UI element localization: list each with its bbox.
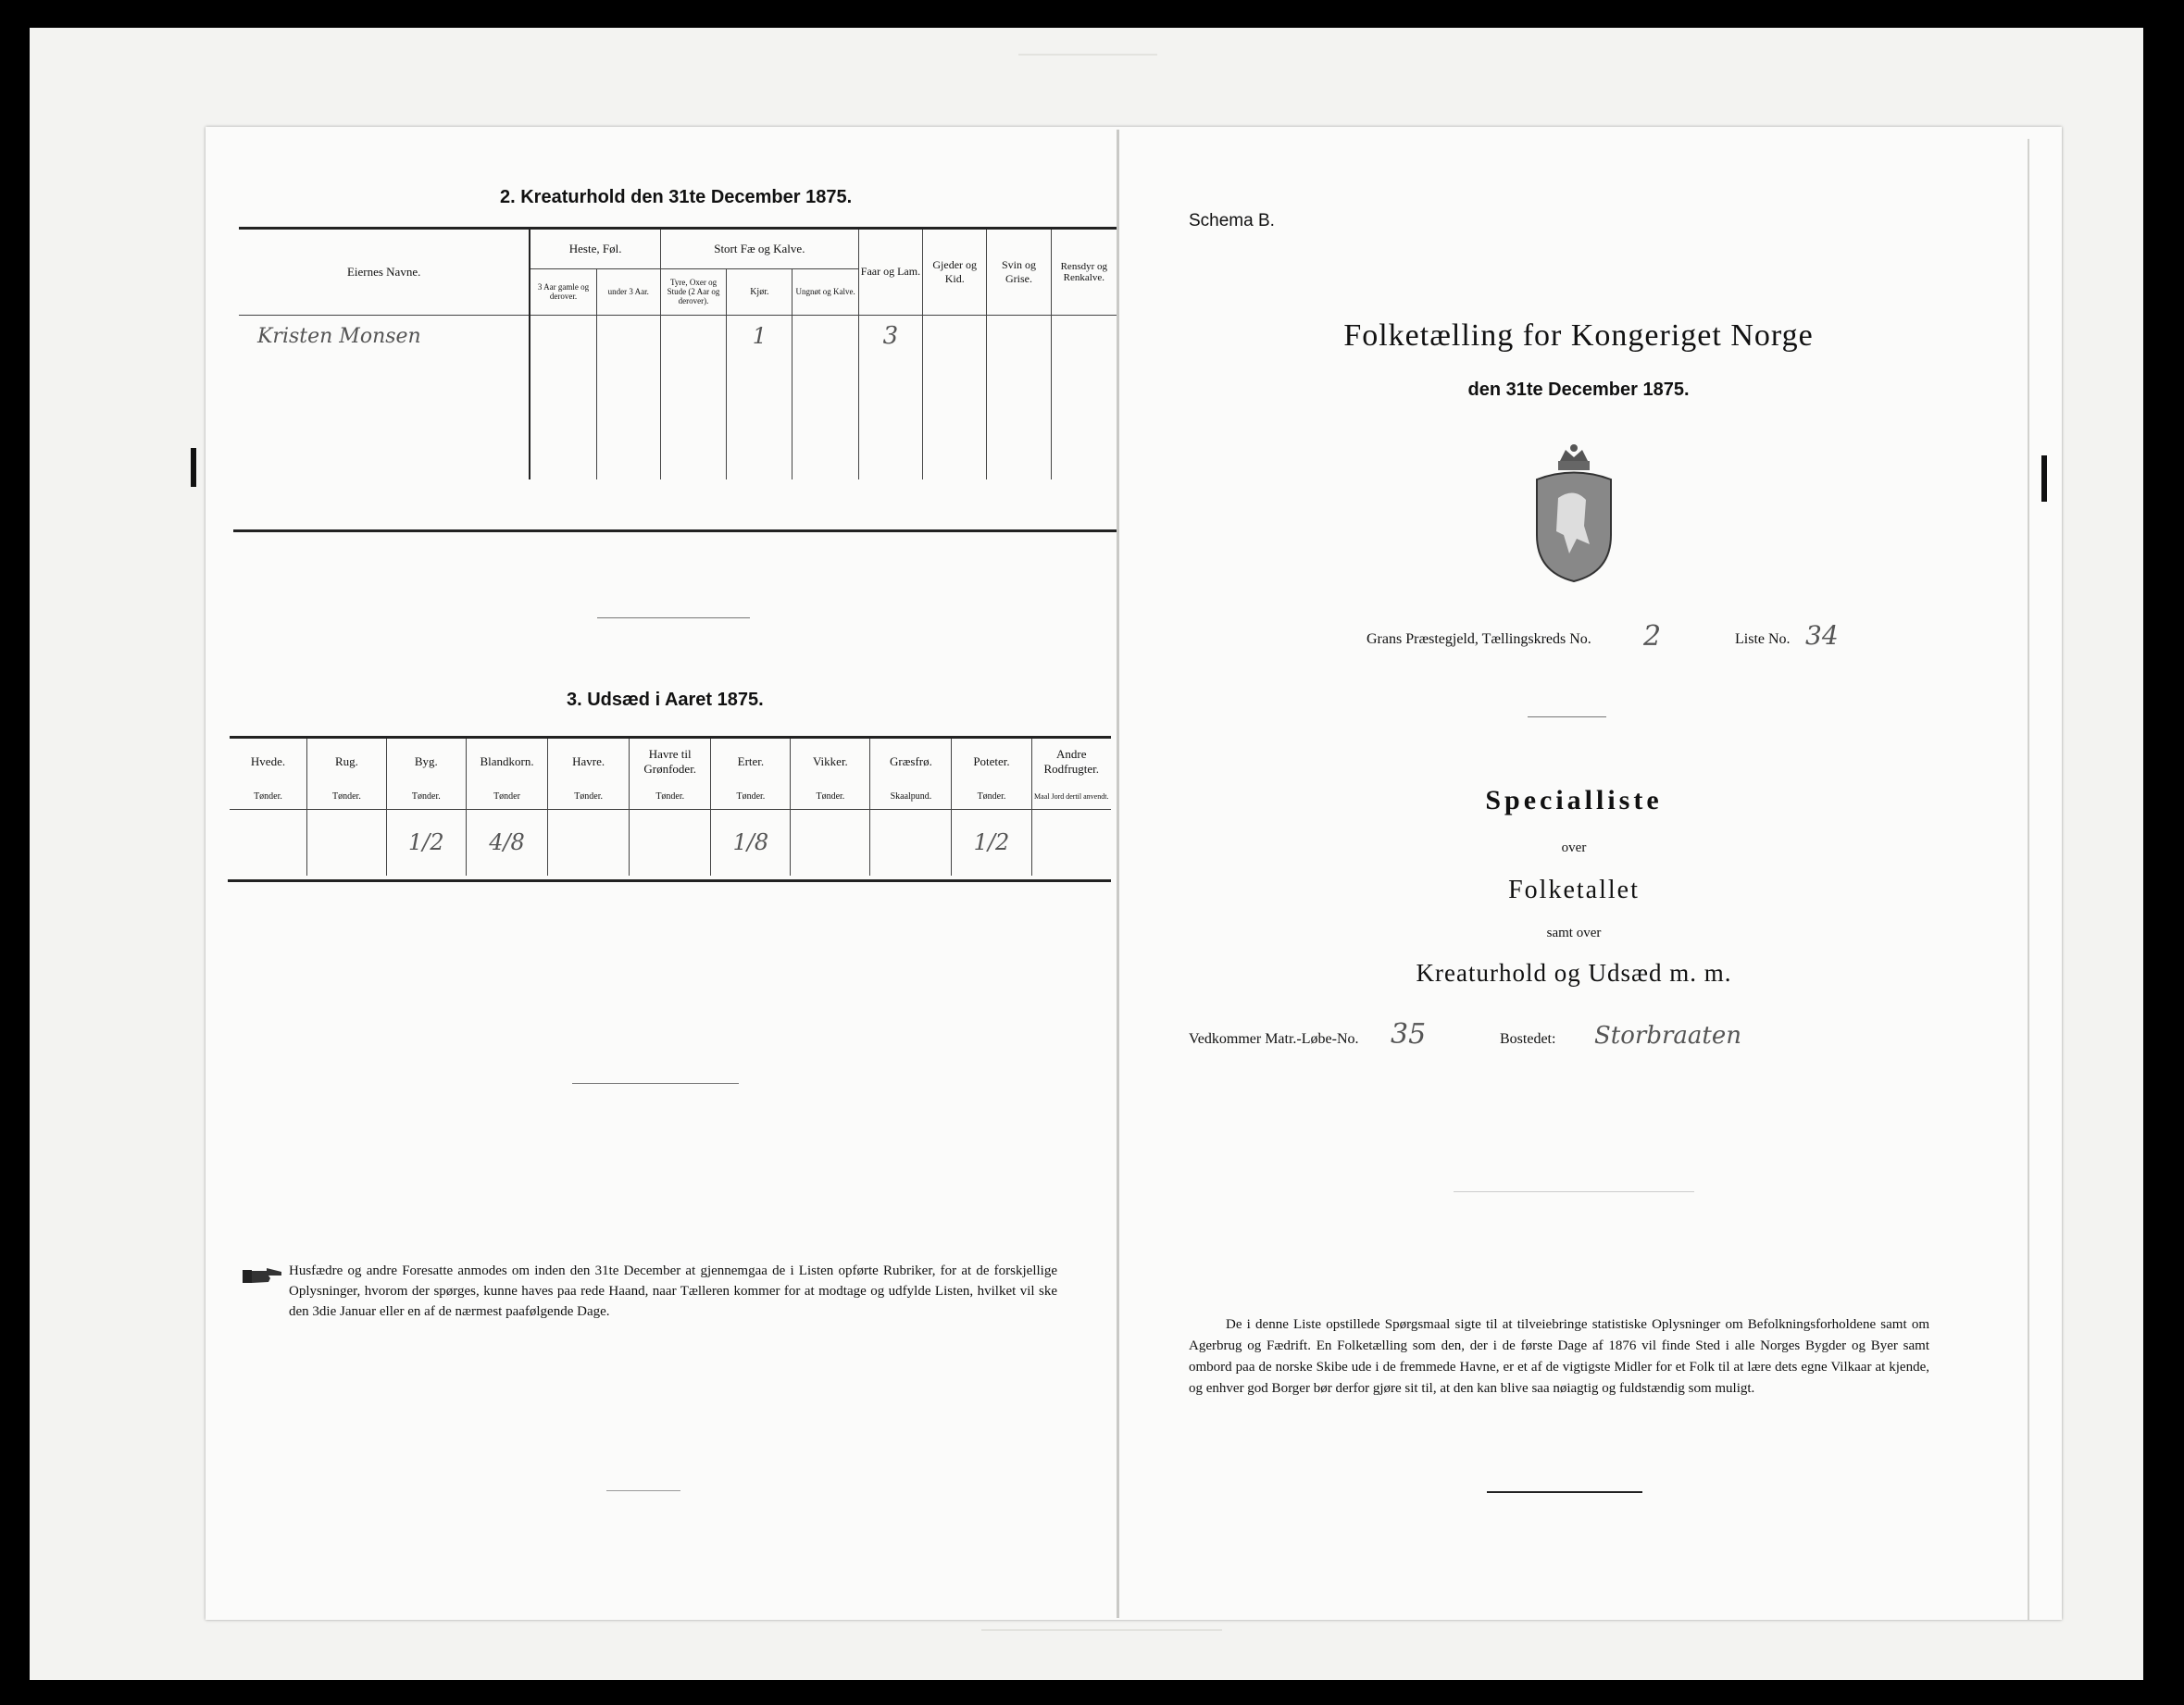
intro-paragraph: De i denne Liste opstillede Spørgsmaal sigte til at tilveiebringe statistiske Oplysninger om Befolkningsforholdene samt om Agerbrug og Fædrift. En Folketælling som den, der i de første Dage af 1876 vil finde Sted i alle Norges Bygder og Byer samt ombord paa de norske Skibe ude i de fremmede Havne, er et af de vigtigste Midler for et Folk til at lære dets egne Vilkaar at kjende, og enhver god Borger bør derfor gjøre sit til, at den kan blive saa nøiagtig og fuldstændig som muligt. [1189,1317,1929,1396]
heste-old-header: 3 Aar gamle og derover. [530,268,596,315]
sowing-value-cell [230,809,307,876]
sowing-value-cell: 4/8 [466,809,547,876]
liste-label: Liste No. [1735,631,1791,647]
pointing-hand-icon [243,1266,283,1287]
separator-line [1528,716,1606,717]
folketallet-text: Folketallet [1508,876,1640,904]
owner-name-cell: Kristen Monsen [257,324,421,348]
svin-header: Svin og Grise. [987,230,1051,315]
sowing-unit-cell: Tønder. [791,785,870,809]
liste-number: 34 [1805,620,1839,651]
district-label: Grans Præstegjeld, Tællingskreds No. [1367,631,1591,647]
table3-bottom-rule [228,879,1111,882]
sowing-value-cell [548,809,630,876]
over-text: over [1561,840,1587,855]
notice-text: Husfædre og andre Foresatte anmodes om inden den 31te December at gjennemgaa de i Listen opførte Rubriker, for at de forskjellige Oplysninger, hvorom der spørges, kunne haves paa rede Haand, naar Tælleren kommer for at modtage og udfylde Listen, hvilket vil ske den 3die Januar eller en af de nærmest paafølgende Dage. [289,1263,1057,1319]
ungnot-header: Ungnøt og Kalve. [792,268,858,315]
sowing-header-cell: Havre. [548,739,630,785]
closing-rule [1487,1491,1642,1493]
separator-line [597,617,750,618]
sowing-unit-cell: Tønder. [548,785,630,809]
title-date: den 31te December 1875. [1467,380,1690,400]
sowing-unit-cell: Tønder [466,785,547,809]
separator-line [606,1490,680,1491]
sowing-value-cell: 1/2 [952,809,1031,876]
page-edge [2028,139,2029,1620]
table-cell [923,315,987,357]
gjeder-header: Gjeder og Kid. [923,230,987,315]
sowing-header-cell: Andre Rodfrugter. [1031,739,1111,785]
sowing-unit-cell: Tønder. [630,785,711,809]
sowing-unit-cell: Tønder. [307,785,387,809]
table-cell [530,315,596,357]
sowing-header-cell: Blandkorn. [466,739,547,785]
table-cell [596,315,660,357]
stort-fae-group-header: Stort Fæ og Kalve. [660,230,858,268]
sowing-unit-cell: Tønder. [952,785,1031,809]
table2-bottom-rule [233,529,1117,532]
binding-mark [191,448,196,487]
sowing-value-cell: 1/8 [711,809,791,876]
sowing-unit-cell: Tønder. [711,785,791,809]
kreaturhold-text: Kreaturhold og Udsæd m. m. [1416,959,1732,987]
sowing-header-cell: Rug. [307,739,387,785]
rensdyr-header: Rensdyr og Renkalve. [1051,230,1117,315]
separator-line [1454,1191,1694,1192]
sowing-unit-cell: Tønder. [254,791,282,803]
table-cell [987,315,1051,357]
kjor-value-cell: 1 [727,315,792,357]
table-cell [660,315,726,357]
sowing-unit-cell: Tønder. [386,785,466,809]
sowing-header-cell: Vikker. [791,739,870,785]
bleed-through-line [981,1629,1222,1631]
binding-mark [2041,455,2047,502]
sowing-header-cell: Havre til Grønfoder. [630,739,711,785]
special-title: Specialliste [1485,785,1663,815]
faar-value-cell: 3 [858,315,922,357]
separator-line [572,1083,739,1084]
main-title: Folketælling for Kongeriget Norge [1343,318,1814,353]
sowing-table [230,739,1111,876]
section2-title: 2. Kreaturhold den 31te December 1875. [500,187,853,207]
sowing-header-cell: Erter. [711,739,791,785]
page-fold [1117,130,1119,1618]
norwegian-lion-crest-icon [1532,442,1616,583]
sowing-unit-cell: Skaalpund. [870,785,952,809]
heste-group-header: Heste, Føl. [530,230,660,268]
district-number: 2 [1643,620,1662,653]
schema-label: Schema B. [1189,211,1275,230]
bleed-through-line [1018,54,1157,56]
tyre-header: Tyre, Oxer og Stude (2 Aar og derover). [660,268,726,315]
sowing-unit-cell: Maal Jord dertil anvendt. [1031,785,1111,809]
sowing-value-cell: 1/2 [386,809,466,876]
heste-young-header: under 3 Aar. [596,268,660,315]
sowing-value-cell [630,809,711,876]
bosted-value: Storbraaten [1594,1022,1741,1050]
sowing-header-cell: Græsfrø. [870,739,952,785]
section3-title: 3. Udsæd i Aaret 1875. [567,690,764,710]
livestock-table [239,230,1117,479]
sowing-header-cell: Byg. [386,739,466,785]
faar-header: Faar og Lam. [858,230,922,315]
table-cell [1051,315,1117,357]
bosted-label: Bostedet: [1500,1031,1556,1047]
sowing-value-cell [307,809,387,876]
matr-label: Vedkommer Matr.-Løbe-No. [1189,1031,1359,1047]
sowing-header-cell: Poteter. [952,739,1031,785]
sowing-value-cell [1031,809,1111,876]
kjor-header: Kjør. [727,268,792,315]
sowing-value-cell [870,809,952,876]
matr-number: 35 [1391,1018,1427,1051]
samt-over-text: samt over [1546,926,1602,940]
sowing-value-cell [791,809,870,876]
sowing-header-cell: Hvede. [250,754,286,768]
owner-col-header: Eiernes Navne. [346,264,421,279]
table-cell [792,315,858,357]
